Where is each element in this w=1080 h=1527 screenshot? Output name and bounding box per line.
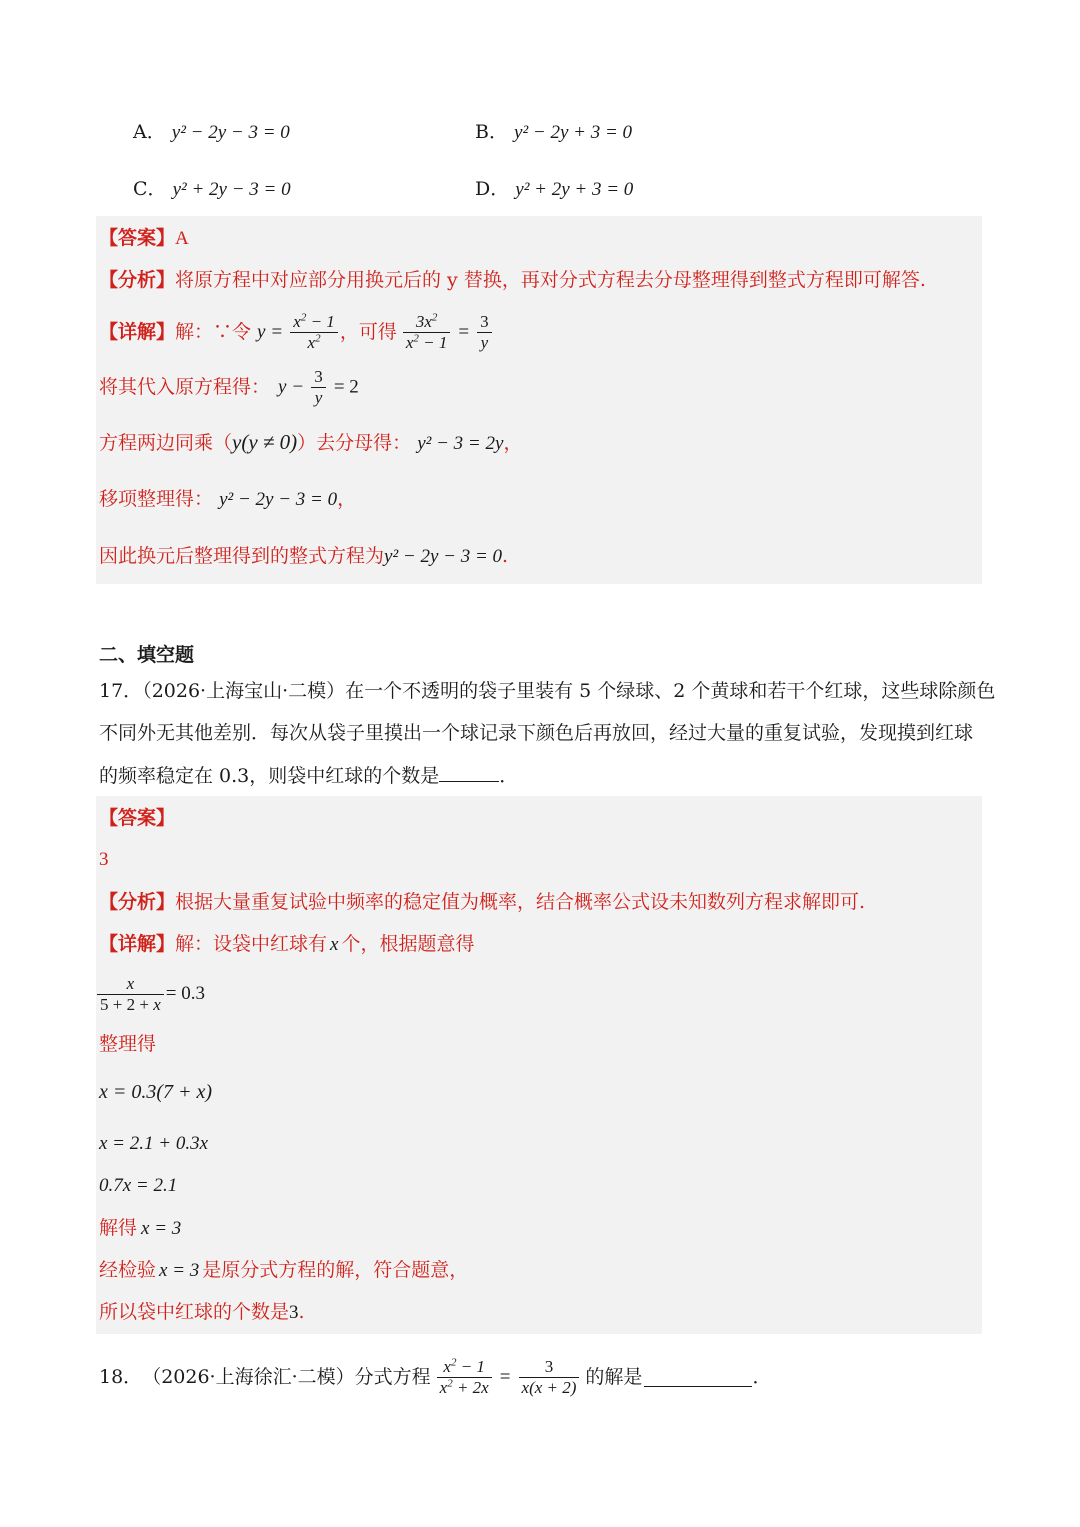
q17-answer-value: 3 xyxy=(99,849,109,870)
q16-detail-intro: 解：∵令 xyxy=(175,321,252,343)
q17-check xyxy=(99,1258,468,1283)
q17-answer-tag: 【答案】 xyxy=(99,807,176,829)
option-b-label: B． xyxy=(475,121,508,143)
q17-solve-expr: x = 3 xyxy=(141,1218,182,1239)
q17-eq4: 0.7x = 2.1 xyxy=(99,1175,178,1196)
q16-detail-line5: 因此换元后整理得到的整式方程为y² − 2y − 3 = 0. xyxy=(99,545,509,567)
q16-derived-eq: $\frac{3x^2}{x^2 - 1}$ = $\frac{3}{y}$ xyxy=(401,312,494,353)
q17-conclusion: 所以袋中红球的个数是3. xyxy=(99,1301,305,1323)
option-c xyxy=(133,177,291,202)
q16-line3b-text: ）去分母得： xyxy=(297,432,412,454)
section-title: 二、填空题 xyxy=(99,644,195,666)
q17-conclusion-value: 3 xyxy=(289,1302,299,1323)
q16-detail-line2 xyxy=(99,362,359,412)
q17-answer-blank xyxy=(439,763,499,782)
q16-answer xyxy=(99,226,189,251)
q17-eq1: $\frac{x}{5 + 2 + x}$ = 0.3 xyxy=(97,970,205,1018)
q17-detail-text2: 个，根据题意得 xyxy=(341,933,475,955)
q17-solve-text: 解得 xyxy=(99,1217,138,1239)
option-d xyxy=(475,177,633,202)
option-c-expr: y² + 2y − 3 = 0 xyxy=(172,179,291,200)
q16-detail-line4: 移项整理得： y² − 2y − 3 = 0， xyxy=(99,488,357,510)
q18-period: ． xyxy=(752,1366,772,1388)
q16-analysis-tag: 【分析】 xyxy=(99,269,176,291)
q17-source: （2026·上海宝山·二模） xyxy=(142,680,346,702)
q17-eq2: x = 0.3(7 + x) xyxy=(99,1081,213,1103)
q17-number: 17． xyxy=(99,680,143,702)
q17-eq3: x = 2.1 + 0.3x xyxy=(99,1133,209,1154)
q16-line2-text: 将其代入原方程得： xyxy=(99,376,271,398)
q17-tidy: 整理得 xyxy=(99,1033,157,1055)
q18-question xyxy=(99,1350,771,1404)
q17-eq1-rhs: = 0.3 xyxy=(165,983,205,1004)
q17-analysis-tag: 【分析】 xyxy=(99,891,176,913)
q17-detail-text: 解：设袋中红球有 xyxy=(175,933,328,955)
option-c-label: C． xyxy=(133,178,167,200)
q17-solution-box xyxy=(96,796,982,1334)
q17-var-x: x xyxy=(330,934,339,955)
option-a-expr: y² − 2y − 3 = 0 xyxy=(171,122,290,143)
q17-text3: 的频率稳定在 0.3，则袋中红球的个数是 xyxy=(99,765,440,787)
q16-detail-line1 xyxy=(99,307,494,357)
q17-line3 xyxy=(99,763,518,788)
q17-detail-tag: 【详解】 xyxy=(99,933,176,955)
q16-line2-eq: y − $\frac{3}{y}$ = 2 xyxy=(278,366,359,407)
q16-line3-text: 方程两边同乘（ xyxy=(99,432,233,454)
q18-answer-blank xyxy=(644,1368,752,1387)
q17-check-text2: 是原分式方程的解，符合题意， xyxy=(202,1259,469,1281)
q17-check-text: 经检验 xyxy=(99,1259,157,1281)
q17-conclusion-text: 所以袋中红球的个数是 xyxy=(99,1301,290,1323)
q16-detail-get: ，可得 xyxy=(339,321,397,343)
option-b-expr: y² − 2y + 3 = 0 xyxy=(514,122,633,143)
option-b xyxy=(475,120,632,145)
q17-check-expr: x = 3 xyxy=(159,1260,200,1281)
q16-line3-multiplier: y(y ≠ 0) xyxy=(232,430,298,454)
q16-line4-text: 移项整理得： xyxy=(99,488,214,510)
q17-detail xyxy=(99,932,474,957)
option-a xyxy=(133,120,290,145)
q18-text: 分式方程 xyxy=(354,1366,431,1388)
q17-analysis xyxy=(99,890,865,914)
q17-text3-end: ． xyxy=(499,765,519,787)
q16-analysis xyxy=(99,268,926,292)
option-a-label: A． xyxy=(133,121,166,143)
q16-line4-expr: y² − 2y − 3 = 0 xyxy=(219,489,338,510)
q17-line2: 不同外无其他差别．每次从袋子里摸出一个球记录下颜色后再放回，经过大量的重复试验，发现摸到红球 xyxy=(99,722,974,744)
q16-detail-tag: 【详解】 xyxy=(99,321,176,343)
q16-detail-line3: 方程两边同乘（y(y ≠ 0)）去分母得： y² − 3 = 2y， xyxy=(99,430,523,454)
q16-answer-tag: 【答案】 xyxy=(99,227,176,249)
q18-number: 18． xyxy=(99,1366,143,1388)
q17-text1: 在一个不透明的袋子里装有 5 个绿球、2 个黄球和若干个红球，这些球除颜色 xyxy=(345,680,996,702)
q18-text-end: 的解是 xyxy=(585,1366,643,1388)
q16-analysis-text: 将原方程中对应部分用换元后的 y 替换，再对分式方程去分母整理得到整式方程即可解答. xyxy=(175,269,926,291)
q18-source: （2026·上海徐汇·二模） xyxy=(142,1366,355,1388)
q16-sub-eq: y = $\frac{x^2 - 1}{x^2}$ xyxy=(257,312,340,353)
option-d-label: D． xyxy=(475,178,510,200)
q16-answer-value: A xyxy=(175,228,189,249)
q18-equation: $\frac{x^2 - 1}{x^2 + 2x}$ = $\frac{3}{x(x + 2)}$ xyxy=(435,1357,582,1398)
q16-line3-expr: y² − 3 = 2y xyxy=(417,433,504,454)
option-d-expr: y² + 2y + 3 = 0 xyxy=(515,179,634,200)
q17-line1 xyxy=(99,679,995,703)
q16-line5-text: 因此换元后整理得到的整式方程为 xyxy=(99,545,385,567)
q17-solve xyxy=(99,1216,181,1241)
q16-line5-expr: y² − 2y − 3 = 0 xyxy=(384,546,503,567)
q17-analysis-text: 根据大量重复试验中频率的稳定值为概率，结合概率公式设未知数列方程求解即可. xyxy=(175,891,866,913)
